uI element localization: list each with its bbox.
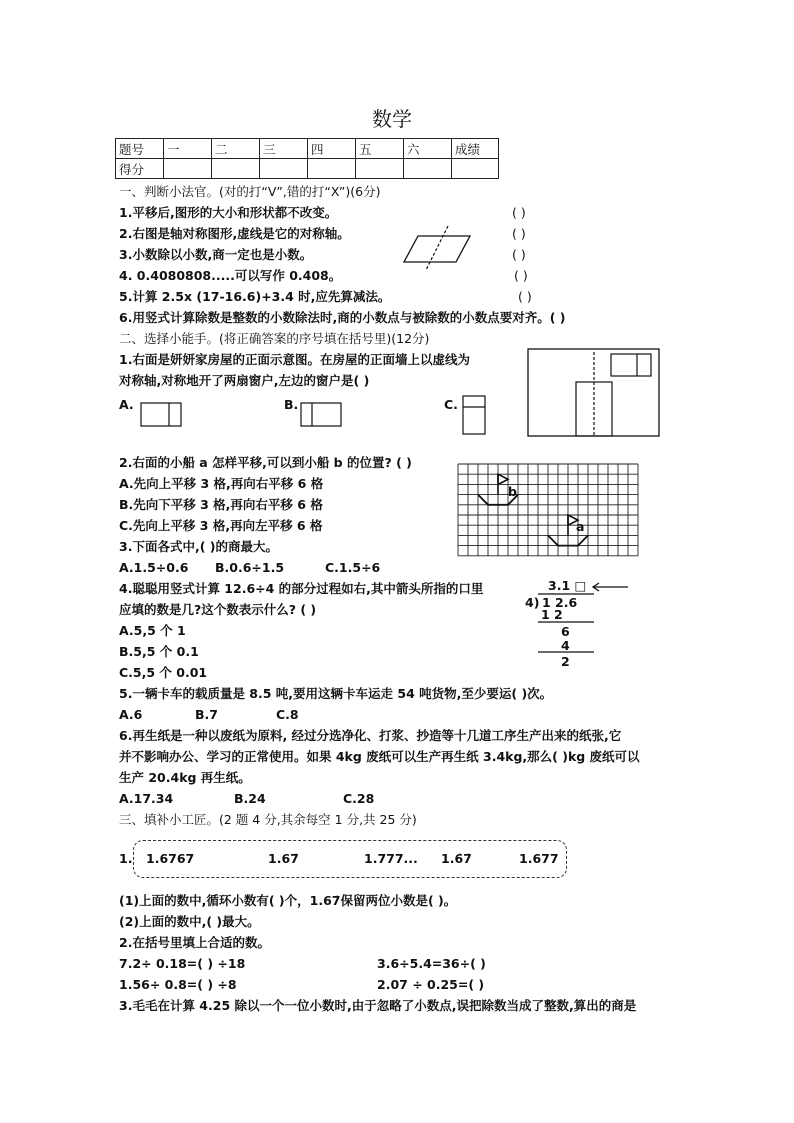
- answer-paren[interactable]: ( ): [518, 289, 532, 304]
- table-cell: 成绩: [452, 139, 499, 159]
- choice-q4-line1: 4.聪聪用竖式计算 12.6÷4 的部分过程如右,其中箭头所指的口里: [119, 581, 484, 596]
- score-input-cell[interactable]: [356, 159, 404, 179]
- number-item: 1.677: [519, 851, 559, 866]
- choice-q6-option-a: A.17.34: [119, 791, 174, 806]
- answer-paren[interactable]: ( ): [512, 247, 526, 262]
- numbers-dashed-box: [133, 840, 567, 878]
- judge-item-1: 1.平移后,图形的大小和形状都不改变。: [119, 205, 338, 220]
- choice-q5-option-b: B.7: [195, 707, 218, 722]
- choice-q5-option-c: C.8: [276, 707, 299, 722]
- section1-heading: 一、判断小法官。(对的打“V”,错的打“X”)(6分): [119, 184, 381, 199]
- choice-q2-option-a: A.先向上平移 3 格,再向右平移 6 格: [119, 476, 324, 491]
- score-table-header-row: [116, 139, 499, 159]
- choice-q4-option-b: B.5,5 个 0.1: [119, 644, 199, 659]
- table-cell: 得分: [116, 159, 164, 179]
- choice-q1-line1: 1.右面是妍妍家房屋的正面示意图。在房屋的正面墙上以虚线为: [119, 352, 470, 367]
- table-cell: 题号: [116, 139, 164, 159]
- boat-grid-figure: [456, 462, 642, 558]
- division-rem1: 6: [561, 624, 570, 639]
- fill-q2: 2.在括号里填上合适的数。: [119, 935, 270, 950]
- judge-item-3: 3.小数除以小数,商一定也是小数。: [119, 247, 313, 262]
- number-item: 1.6̇7̇: [441, 851, 472, 866]
- option-a-label: A.: [119, 397, 134, 412]
- section2-heading: 二、选择小能手。(将正确答案的序号填在括号里)(12分): [119, 331, 430, 346]
- division-divisor: 4): [525, 595, 540, 610]
- choice-q6-line2: 并不影响办公、学习的正常使用。如果 4kg 废纸可以生产再生纸 3.4kg,那么( )kg 废纸可以: [119, 749, 640, 764]
- choice-q1-line2: 对称轴,对称地开了两扇窗户,左边的窗户是( ): [119, 373, 370, 388]
- boat-a-label: a: [576, 519, 585, 534]
- fill-q2-item: 3.6÷5.4=36÷( ): [377, 956, 486, 971]
- number-item: 1.6767: [146, 851, 195, 866]
- choice-q2-option-c: C.先向上平移 3 格,再向左平移 6 格: [119, 518, 323, 533]
- page-title: 数学: [372, 107, 412, 131]
- fill-q3: 3.毛毛在计算 4.25 除以一个一位小数时,由于忽略了小数点,误把除数当成了整数,算出的商是: [119, 998, 637, 1013]
- fill-q1-part1: (1)上面的数中,循环小数有( )个，1.67̇保留两位小数是( )。: [119, 893, 457, 908]
- fill-q2-item: 7.2÷ 0.18=( ) ÷18: [119, 956, 246, 971]
- division-step1: 1 2: [541, 607, 563, 622]
- choice-q4-line2: 应填的数是几?这个数表示什么? ( ): [119, 602, 317, 617]
- division-dividend: 1 2.6: [542, 595, 578, 610]
- option-b-label: B.: [284, 397, 299, 412]
- choice-q2: 2.右面的小船 a 怎样平移,可以到小船 b 的位置? ( ): [119, 455, 412, 470]
- option-c-label: C.: [444, 397, 458, 412]
- division-quotient: 3.1 □: [548, 578, 587, 593]
- choice-q3-option-b: B.0.6÷1.5: [215, 560, 285, 575]
- answer-paren[interactable]: ( ): [512, 226, 526, 241]
- choice-q6-line1: 6.再生纸是一种以废纸为原料, 经过分选净化、打浆、抄造等十几道工序生产出来的纸张,它: [119, 728, 622, 743]
- fill-q2-item: 2.07 ÷ 0.25=( ): [377, 977, 485, 992]
- judge-item-5: 5.计算 2.5x (17-16.6)+3.4 时,应先算减法。: [119, 289, 391, 304]
- table-cell: 一: [164, 139, 212, 159]
- parallelogram-figure: [400, 224, 480, 270]
- choice-q3: 3.下面各式中,( )的商最大。: [119, 539, 278, 554]
- answer-paren[interactable]: ( ): [512, 205, 526, 220]
- score-input-cell[interactable]: [308, 159, 356, 179]
- table-cell: 二: [212, 139, 260, 159]
- score-input-cell[interactable]: [212, 159, 260, 179]
- table-cell: 五: [356, 139, 404, 159]
- choice-q4-option-a: A.5,5 个 1: [119, 623, 186, 638]
- division-step2: 4: [561, 638, 570, 653]
- choice-q6-line3: 生产 20.4kg 再生纸。: [119, 770, 251, 785]
- boat-b-label: b: [508, 484, 517, 499]
- fill-q1-number: 1.: [119, 851, 133, 866]
- answer-paren[interactable]: ( ): [514, 268, 528, 283]
- table-cell: 三: [260, 139, 308, 159]
- fill-q2-item: 1.56÷ 0.8=( ) ÷8: [119, 977, 237, 992]
- arrow-left-icon: [590, 582, 630, 592]
- score-table: [115, 138, 499, 179]
- choice-q2-option-b: B.先向下平移 3 格,再向右平移 6 格: [119, 497, 323, 512]
- score-input-cell[interactable]: [260, 159, 308, 179]
- score-input-cell[interactable]: [452, 159, 499, 179]
- choice-q5-option-a: A.6: [119, 707, 143, 722]
- window-option-b-icon[interactable]: [300, 402, 342, 428]
- table-cell: 四: [308, 139, 356, 159]
- judge-item-4: 4. 0.4080808.....可以写作 0.4̇08̇。: [119, 268, 342, 283]
- number-item: 1.67̇: [268, 851, 299, 866]
- judge-item-2: 2.右图是轴对称图形,虚线是它的对称轴。: [119, 226, 350, 241]
- choice-q6-option-b: B.24: [234, 791, 266, 806]
- house-front-figure: [527, 348, 661, 438]
- choice-q4-option-c: C.5,5 个 0.01: [119, 665, 208, 680]
- fill-q1-part2: (2)上面的数中,( )最大。: [119, 914, 260, 929]
- choice-q3-option-a: A.1.5÷0.6: [119, 560, 189, 575]
- division-rem2: 2: [561, 654, 570, 669]
- choice-q5: 5.一辆卡车的载质量是 8.5 吨,要用这辆卡车运走 54 吨货物,至少要运( )次。: [119, 686, 553, 701]
- window-option-a-icon[interactable]: [140, 402, 182, 428]
- number-item: 1.777...: [364, 851, 418, 866]
- window-option-c-icon[interactable]: [462, 395, 486, 435]
- section3-heading: 三、填补小工匠。(2 题 4 分,其余每空 1 分,共 25 分): [119, 812, 417, 827]
- score-table-score-row: [116, 159, 499, 179]
- choice-q6-option-c: C.28: [343, 791, 375, 806]
- score-input-cell[interactable]: [164, 159, 212, 179]
- table-cell: 六: [404, 139, 452, 159]
- judge-item-6: 6.用竖式计算除数是整数的小数除法时,商的小数点与被除数的小数点要对齐。( ): [119, 310, 566, 325]
- score-input-cell[interactable]: [404, 159, 452, 179]
- choice-q3-option-c: C.1.5÷6: [325, 560, 381, 575]
